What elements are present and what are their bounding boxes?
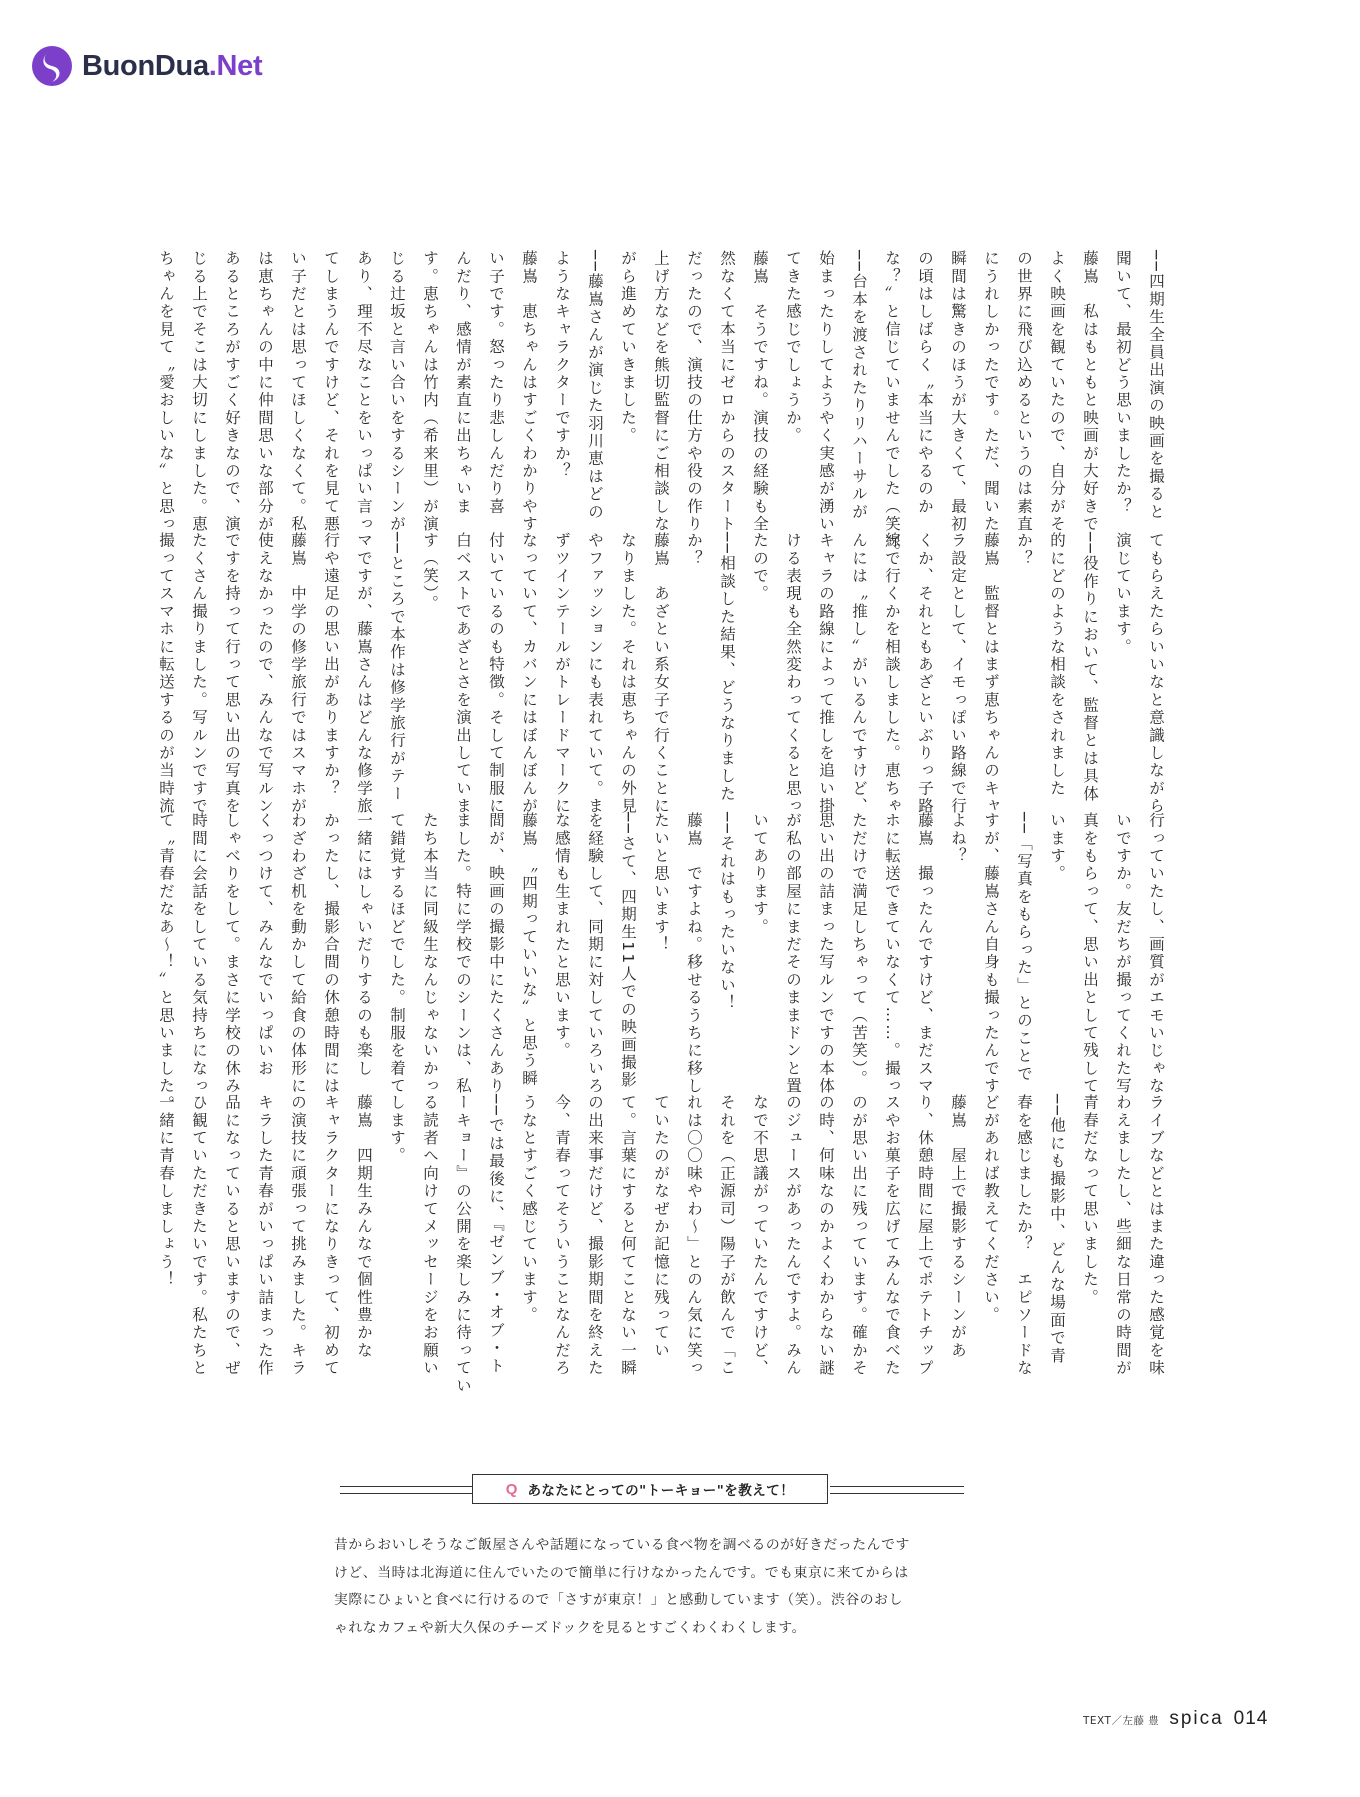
question-rule-right — [830, 1486, 964, 1494]
text-credit: TEXT／左藤 豊 — [1083, 1715, 1160, 1727]
page-number: 014 — [1233, 1708, 1269, 1729]
answer-line: 実際にひょいと食べに行けるので「さすが東京！」と感動しています（笑）。渋谷のおし — [334, 1592, 903, 1608]
text-column-4: ライブなどとはまた違った感覚を味 わえましたし、些細な日常の時間が 青春だなって思いました。 ──他にも撮影中、どんな場面で青 春を感じましたか？ エピソードな どがあれば教えてください。 藤嶌 屋上で撮影するシーンがあ り、休憩時間に屋上でポテトチップ スやお菓子を広げてみんなで食べた のが思い出に残っています。確かそ の時、何味なのかよくわからない謎 のジュースがあったんですよ。みん なで不思議がっていたんですけど、 それを（正源司）陽子が飲んで「こ れは〇〇味やわ～」とのん気に笑っ ていたのがなぜか記憶に残ってい て。言葉にすると何てことない一瞬 の出来事だけど、撮影期間を終えた 今、青春ってそういうことなんだろ うなとすごく感じています。 ──では最後に、『ゼンブ・オブ・ト ーキョー』の公開を楽しみに待ってい る読者へ向けてメッセージをお願い します。 藤嶌 四期生みんなで個性豊かな キャラクターになりきって、初めて の演技に頑張って挑みました。キラ キラした青春がいっぱい詰まった作 品になっていると思いますので、ぜ ひ観ていただきたいです。私たちと 一緒に青春しましょう！ — [157, 1094, 1165, 1395]
text-column-3: 行っていたし、画質がエモいじゃな いですか。友だちが撮ってくれた写 真をもらって、思い出として残して います。 ──「写真をもらった」とのことで すが、藤嶌さん自身も撮ったんです よね？ 藤嶌 撮ったんですけど、まだスマ ホに転送できていなくて……。撮っ ただけで満足しちゃって（苦笑）。 思い出の詰まった写ルンですの本体 が私の部屋にまだそのままドンと置 いてあります。 ──それはもったいない！ 藤嶌 ですよね。移せるうちに移し たいと思います！ ──さて、四期生11人での映画撮影 を経験して、同期に対していろいろ な感情も生まれたと思います。 藤嶌 〝四期っていいな〟と思う瞬 間が、映画の撮影中にたくさんあり ました。特に学校でのシーンは、私 たち本当に同級生なんじゃないかっ て錯覚するほどでした。制服を着て 一緒にはしゃいだりするのも楽し かったし、撮影合間の休憩時間には わざわざ机を動かして給食の体形に くっつけて、みんなでいっぱいお しゃべりをして。まさに学校の休み 時間に会話をしている気持ちになっ て〝青春だなあ〜！〟と思いました。 — [157, 812, 1165, 1113]
swirl-logo-icon — [30, 44, 74, 88]
magazine-name: spica — [1169, 1708, 1224, 1729]
q-badge-icon: Q — [505, 1480, 518, 1498]
watermark-name: BuonDua — [82, 49, 209, 82]
answer-line: 昔からおいしそうなご飯屋さんや話題になっている食べ物を調べるのが好きだったんです — [334, 1537, 910, 1553]
question-rule-left — [340, 1486, 474, 1494]
answer-line: けど、当時は北海道に住んでいたので簡単に行けなかったんです。でも東京に来てからは — [334, 1564, 909, 1581]
answer-line: ゃれなカフェや新大久保のチーズドックを見るとすごくわくわくします。 — [334, 1619, 807, 1636]
answer-text — [334, 1532, 974, 1642]
watermark-suffix: .Net — [208, 49, 263, 82]
text-column-1: ──四期生全員出演の映画を撮ると 聞いて、最初どう思いましたか？ 藤嶌 私はもともと映画が大好きで よく映画を観ていたので、自分がそ の世界に飛び込めるというのは素直 にうれしかったです。ただ、聞いた 瞬間は驚きのほうが大きくて、最初 の頃はしばらく〝本当にやるのか な？〟と信じていませんでした（笑）。 ──台本を渡されたりリハーサルが 始まったりしてようやく実感が湧い てきた感じでしょうか。 藤嶌 そうですね。演技の経験も全 然なくて本当にゼロからのスタート だったので、演技の仕方や役の作り 上げ方などを熊切監督にご相談しな がら進めていきました。 ──藤嶌さんが演じた羽川恵はどの ようなキャラクターですか？ 藤嶌 恵ちゃんはすごくわかりやす い子です。怒ったり悲しんだり喜 んだり、感情が素直に出ちゃいま す。恵ちゃんは竹内（希来里）が演 じる辻坂と言い合いをするシーンが あり、理不尽なことをいっぱい言っ てしまうんですけど、それを見て悪 い子だとは思ってほしくなくて。私 は恵ちゃんの中に仲間思いな部分が あるところがすごく好きなので、演 じる上でそこは大切にしました。恵 ちゃんを見て〝愛おしいな〟と思っ — [157, 250, 1165, 561]
text-column-2: てもらえたらいいなと意識しながら 演じています。 ──役作りにおいて、監督とは具体 的にどのような相談をされました か？ 藤嶌 監督とはまず恵ちゃんのキャ ラ設定として、イモっぽい路線で行 くか、それともあざといぶりっ子路 線で行くかを相談しました。恵ちゃ んには〝推し〟がいるんですけど、 キャラの路線によって推しを追い掛 ける表現も全然変わってくると思っ たので。 ──相談した結果、どうなりました か？ 藤嶌 あざとい系女子で行くことに なりました。それは恵ちゃんの外見 やファッションにも表れていて。ま ずツインテールがトレードマークに なっていて、カバンにはぼんぼんが 付いているのも特徴。そして制服に 白ベストであざとさを演出していま す（笑）。 ──ところで本作は修学旅行がテー マですが、藤嶌さんはどんな修学旅 行や遠足の思い出がありますか？ 藤嶌 中学の修学旅行ではスマホが 使えなかったので、みんなで写ルン ですを持って行って思い出の写真を たくさん撮りました。写ルンですで 撮ってスマホに転送するのが当時流 — [157, 532, 1165, 816]
question-text: あなたにとっての"トーキョー"を教えて！ — [527, 1483, 795, 1499]
watermark-logo — [30, 44, 262, 88]
question-heading — [472, 1474, 828, 1504]
watermark-text — [82, 50, 262, 83]
page-footer — [1083, 1708, 1268, 1730]
